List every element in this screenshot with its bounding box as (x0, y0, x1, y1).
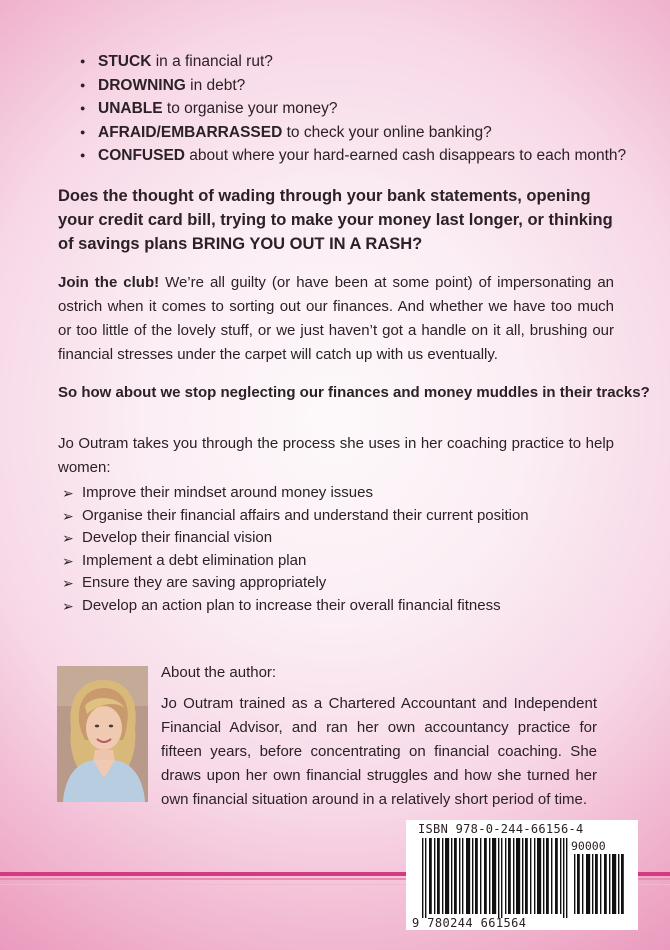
step-item: ➢ Develop their financial vision (62, 527, 529, 550)
step-item: ➢ Improve their mindset around money issues (62, 482, 529, 505)
club-lead: Join the club! (58, 274, 160, 291)
author-photo (57, 666, 148, 802)
ean-digits: 9 780244 661564 (412, 916, 527, 930)
step-item: ➢ Implement a debt elimination plan (62, 550, 529, 573)
bullet-item: ● AFRAID/EMBARRASSED to check your online banking? (80, 121, 626, 145)
bullet-item: ● UNABLE to organise your money? (80, 97, 626, 121)
club-body: We’re all guilty (or have been at some point) of impersonating an ostrich when it comes to sorting out our finances. And whether we have too much or too little of the lovely stuff, or we just haven’t got a handle on it all, brushing our financial stresses under the carpet will catch up with us eventually. (58, 274, 614, 363)
bullet-item: ● CONFUSED about where your hard-earned cash disappears to each month? (80, 144, 626, 168)
isbn-label: ISBN 978-0-244-66156-4 (418, 822, 584, 836)
arrow-bullet-icon: ➢ (62, 507, 74, 524)
neglect-subhead: So how about we stop neglecting our finances and money muddles in their tracks? (58, 384, 650, 401)
arrow-bullet-icon: ➢ (62, 485, 74, 501)
bullet-item: ● DROWNING in debt? (80, 74, 626, 98)
about-author-title: About the author: (161, 664, 277, 681)
author-bio: Jo Outram trained as a Chartered Accountant and Independent Financial Advisor, and ran her own accountancy practice for fifteen years, before concentrating on financial coaching. She draws upon her own financial struggles and how she turned her own financial situation around in a relatively short period of time. (161, 695, 597, 808)
bullet-item: ● STUCK in a financial rut? (80, 50, 626, 74)
arrow-bullet-icon: ➢ (62, 597, 74, 614)
isbn-barcode (406, 820, 638, 930)
step-item: ➢ Ensure they are saving appropriately (62, 572, 529, 595)
author-portrait-icon (57, 666, 148, 802)
arrow-bullet-icon: ➢ (62, 575, 74, 591)
problem-bullet-list (80, 50, 626, 168)
rash-question: Does the thought of wading through your bank statements, opening your credit card bill, trying to make your money last longer, or thinking of savings plans BRING YOU OUT IN A RASH? (58, 187, 613, 253)
coaching-intro: Jo Outram takes you through the process she uses in her coaching practice to help women: (58, 435, 614, 476)
step-item: ➢ Develop an action plan to increase their overall financial fitness (62, 595, 529, 618)
arrow-bullet-icon: ➢ (62, 530, 74, 546)
arrow-bullet-icon: ➢ (62, 552, 74, 569)
about-author (161, 661, 597, 812)
join-the-club-paragraph (58, 271, 614, 367)
barcode-bars-icon (406, 820, 638, 930)
coaching-steps-list (62, 482, 529, 617)
step-item: ➢ Organise their financial affairs and understand their current position (62, 505, 529, 528)
price-code: 90000 (571, 839, 606, 853)
